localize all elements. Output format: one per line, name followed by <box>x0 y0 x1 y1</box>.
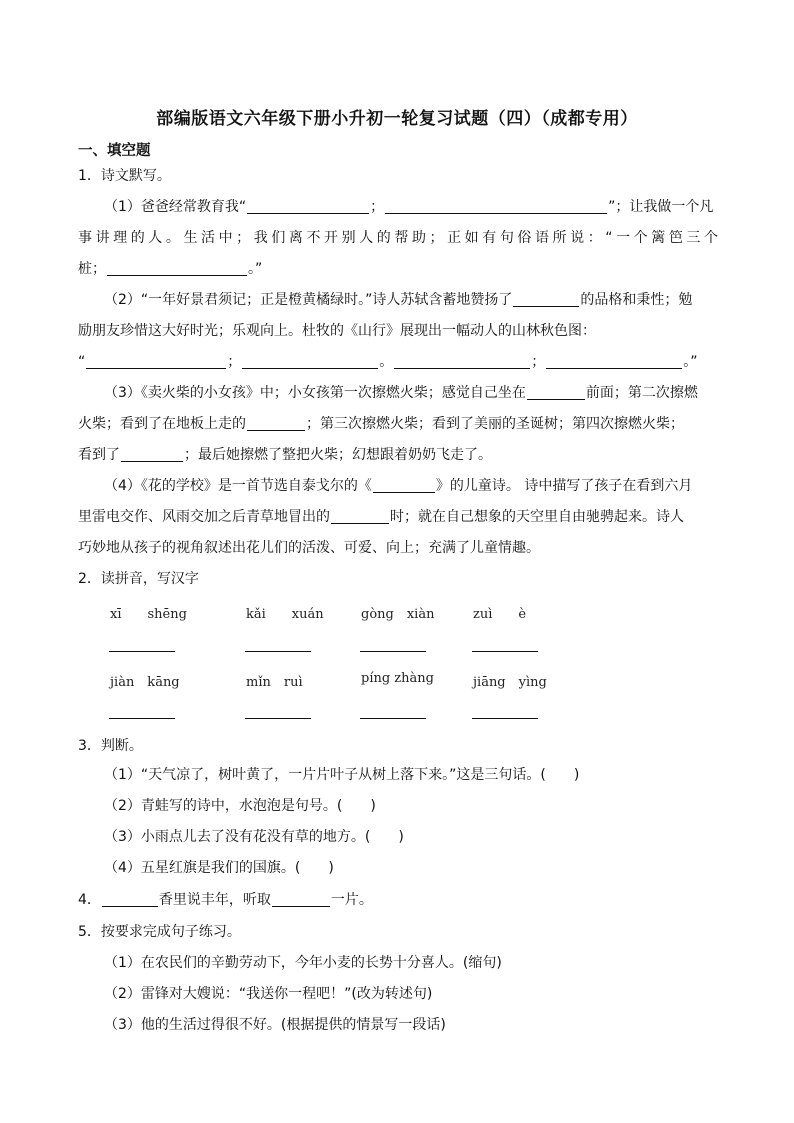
q1-p3-line2: 火柴；看到了在地板上走的 ；第三次擦燃火柴；看到了美丽的圣诞树；第四次擦燃火柴； <box>78 416 684 432</box>
q3-item: （2）青蛙写的诗中，水泡泡是句号。( ) <box>104 798 376 814</box>
q1-p4-line1: （4）《花的学校》是一首节选自泰戈尔的《 》的儿童诗。 诗中描写了孩子在看到六月 <box>104 478 693 494</box>
answer-blank[interactable] <box>242 353 378 369</box>
q1-p1-line3: 桩； 。” <box>78 261 263 277</box>
q1-p3-line1: （3）《卖火柴的小女孩》中；小女孩第一次擦燃火柴；感觉自己坐在 前面；第二次擦燃 <box>104 385 698 401</box>
q1-p4-line3: 巧妙地从孩子的视角叙述出花儿们的活泼、可爱、向上；充满了儿童情趣。 <box>78 540 540 556</box>
answer-blank[interactable] <box>527 384 585 400</box>
q1-p1-line1: （1）爸爸经常教育我“ ； ”；让我做一个凡 <box>104 199 714 215</box>
pinyin: jiàn kāng <box>110 675 180 690</box>
q4-line: 4． 香里说丰年，听取 一片。 <box>78 892 373 908</box>
answer-blank[interactable] <box>247 415 305 431</box>
q3-item: （1）“天气凉了，树叶黄了，一片片叶子从树上落下来。”这是三句话。( ) <box>104 767 580 783</box>
q1-p3-line3: 看到了 ；最后她擦燃了整把火柴；幻想跟着奶奶飞走了。 <box>78 447 492 463</box>
q5-item: （3）他的生活过得很不好。(根据提供的情景写一段话) <box>104 1017 446 1033</box>
answer-blank[interactable] <box>121 446 183 462</box>
answer-blank[interactable] <box>107 260 247 276</box>
pinyin: gòng xiàn <box>361 607 435 622</box>
answer-blank[interactable] <box>86 353 226 369</box>
answer-blank[interactable] <box>513 291 579 307</box>
answer-line[interactable] <box>109 650 175 652</box>
q3-stem: 3．判断。 <box>78 738 143 754</box>
q5-stem: 5．按要求完成句子练习。 <box>78 924 241 940</box>
answer-blank[interactable] <box>385 198 607 214</box>
q1-stem: 1．诗文默写。 <box>78 168 171 184</box>
q3-item: （4）五星红旗是我们的国旗。( ) <box>104 860 334 876</box>
q5-item: （1）在农民们的辛勤劳动下，今年小麦的长势十分喜人。(缩句) <box>104 955 502 971</box>
answer-blank[interactable] <box>247 198 369 214</box>
answer-line[interactable] <box>360 717 426 719</box>
q1-p1-line2: 事讲理的人。生活中；我们离不开别人的帮助；正如有句俗语所说：“一个篱笆三个 <box>78 230 718 246</box>
pinyin: kǎi xuán <box>246 607 324 622</box>
pinyin: mǐn ruì <box>246 675 303 690</box>
q3-item: （3）小雨点儿去了没有花没有草的地方。( ) <box>104 829 404 845</box>
answer-blank[interactable] <box>272 891 330 907</box>
pinyin: píng zhàng <box>361 671 434 686</box>
answer-blank[interactable] <box>546 353 682 369</box>
answer-line[interactable] <box>109 717 175 719</box>
answer-blank[interactable] <box>394 353 530 369</box>
answer-blank[interactable] <box>331 508 389 524</box>
answer-line[interactable] <box>472 650 538 652</box>
answer-line[interactable] <box>360 650 426 652</box>
section-heading-fill-blank: 一、填空题 <box>78 143 151 159</box>
q1-p4-line2: 里雷电交作、风雨交加之后青草地冒出的 时；就在自己想象的天空里自由驰骋起来。诗人 <box>78 509 684 525</box>
pinyin: xī shēng <box>110 607 187 622</box>
q1-p2-line3: “ ； 。 ； 。” <box>78 354 698 370</box>
answer-blank[interactable] <box>373 477 435 493</box>
answer-line[interactable] <box>245 717 311 719</box>
page-title: 部编版语文六年级下册小升初一轮复习试题（四）（成都专用） <box>156 109 638 129</box>
answer-blank[interactable] <box>102 891 158 907</box>
q1-p2-line2: 励朋友珍惜这大好时光；乐观向上。杜牧的《山行》展现出一幅动人的山林秋色图： <box>78 323 596 339</box>
answer-line[interactable] <box>472 717 538 719</box>
pinyin: jiāng yìng <box>473 675 547 690</box>
q5-item: （2）雷锋对大嫂说：“我送你一程吧！”(改为转述句) <box>104 986 433 1002</box>
pinyin: zuì è <box>473 607 527 622</box>
q1-p2-line1: （2）“一年好景君须记；正是橙黄橘绿时。”诗人苏轼含蓄地赞扬了 的品格和秉性；勉 <box>104 292 693 308</box>
answer-line[interactable] <box>245 650 311 652</box>
q2-stem: 2．读拼音，写汉字 <box>78 571 199 587</box>
